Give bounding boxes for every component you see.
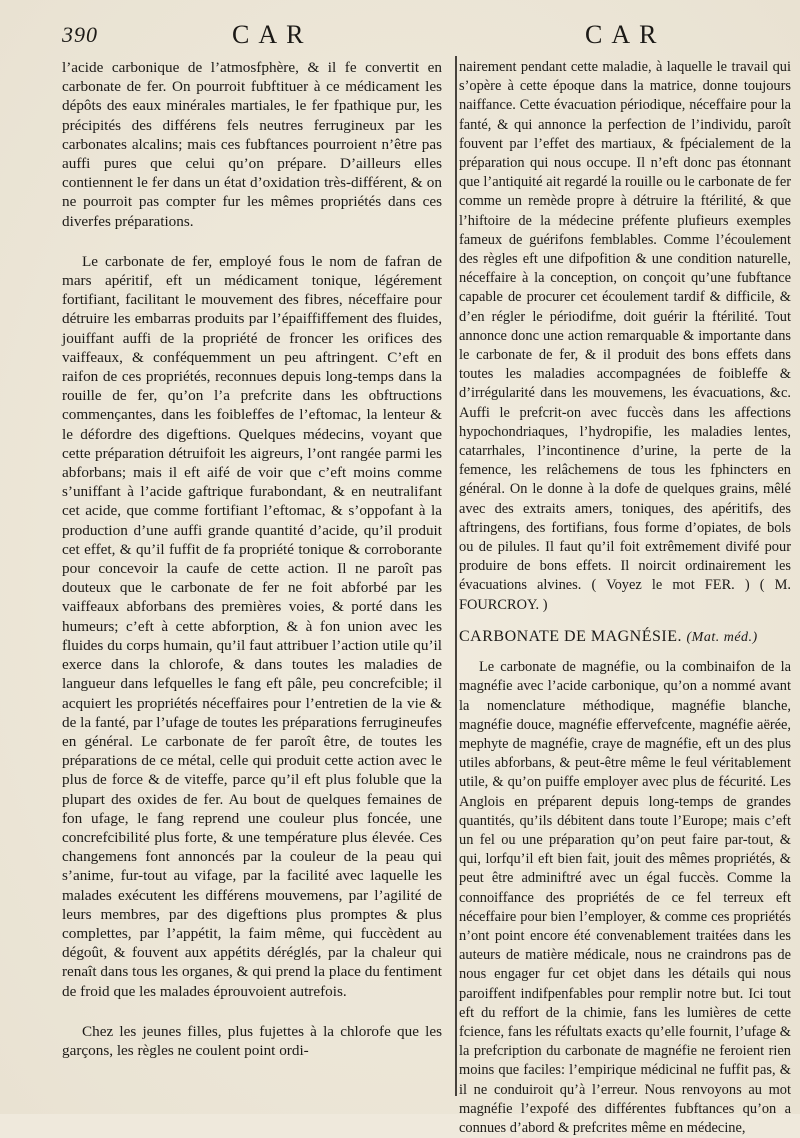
page-number: 390 [62,22,98,47]
section-title: CARBONATE DE MAGNÉSIE. [459,627,682,645]
paragraph-continued: l’acide carbonique de l’atmosfphère, & il fe convertit en carbonate de fer. On pourroit fubftituer à ce médicament les dépôts des eaux minérales martiales, le fer fpathique pur, les précipités des différens fels neutres ferrugineux par les carbonates alcalins; mais ces fubftances pourroient n’être pas auffi pures que celui qu’on prépare. D’ailleurs elles contiennent le fer dans un état d’oxidation très-différent, & on ne pourroit pas compter fur les mêmes propriétés dans ces diverfes préparations. [62,59,442,230]
paragraph-carbonate-de-magnesie: Le carbonate de magnéfie, ou la combinaifon de la magnéfie avec l’acide carbonique, qu’on a nommé avant la nomenclature méthodique, magnéfie blanche, magnéfie douce, magnéfie effervefcente, magnéfie aërée, mephyte de magnéfie, craye de magnéfie, eft un des plus utiles abforbans, & peut-être même le feul véritablement utile, & qu’on puiffe employer avec plus de fécurité. Les Anglois en préparent depuis long-temps de grandes quantités, qu’ils débitent dans toute l’Europe; mais c’eft un fel ou une préparation qu’on peut faire par-tout, & qui, lorfqu’il eft bien fait, jouit des mêmes propriétés, & peut être adminiftré avec un égal fuccès. Comme la connoiffance des propriétés de ce fel terreux eft néceffaire pour bien l’employer, & comme ces propriétés n’ont point encore été convenablement traitées dans les auteurs de matière médicale, nous ne craindrons pas de nous engager fur cet objet dans les détails qui nous paroiffent indifpenfables pour remplir notre but. Ici tout eft du reffort de la chimie, fans les lumières de cette fcience, fans les réfultats exacts qu’elle fournit, l’ufage & la prefcription du carbonate de magnéfie ne feroient rien moins que faciles: l’empirique médicinal ne fuffit pas, & il ne conduiroit qu’à l’erreur. Nous renvoyons au mot magnéfie l’expofé des différentes fubftances qu’on a connues d’abord & prefcrites même en médecine, [459,659,791,1136]
right-column [459,58,791,1138]
paragraph-gap [62,231,442,252]
section-heading [459,627,791,647]
left-column [62,58,442,1060]
paragraph-carbonate-de-fer: Le carbonate de fer, employé fous le nom de fafran de mars apéritif, eft un médicament tonique, légérement fortifiant, facilitant le mouvement des fibres, néceffaire pour détruire les embarras produits par l’épaiffiffement des fluides, jouiffant auffi de la propriété de froncer les orifices des vaiffeaux, & conféquemment un peu aftringent. C’eft en raifon de ces propriétés, reconnues depuis long-temps dans la rouille de fer, qu’on l’a prefcrite dans les obftructions commençantes, dans les foibleffes de l’eftomac, la lenteur & le défordre des digeftions. Quelques médecins, voyant que cette préparation détruifoit les aigreurs, l’ont rangée parmi les abforbans; mais il eft aifé de voir que c’eft moins comme s’uniffant à l’acide gaftrique furabondant, & en neutralifant cet acide, que comme fortifiant l’eftomac, & s’oppofant à la production d’une auffi grande quantité d’acide, qu’il produit cet effet, & qu’il fuffit de fa propriété tonique & corroborante pour concevoir la caufe de cette action. Il ne paroît pas douteux que le carbonate de fer ne foit abforbé par les vaiffeaux abforbans des premières voies, & porté dans les humeurs; c’eft à cette abforption, & à fon union avec les fluides du corps humain, qu’il faut attribuer l’action utile qu’il exerce dans la chlorofe, & dans toutes les maladies de langueur dans lefquelles le fang eft pâle, peu concrefcible; il acquiert les propriétés néceffaires pour l’entretien de la vie & de la fanté, par l’ufage de toutes les préparations ferrugineufes en général. Le carbonate de fer paroît être, de toutes les préparations de ce métal, celle qui produit cette action avec le plus de force & de viteffe, parce qu’il eft plus foluble que la plupart des oxides de fer. Au bout de quelques femaines de fon ufage, le fang reprend une couleur plus foncée, une concrefcibilité plus forte, & une température plus élevée. Ces changemens font annoncés par la couleur de la peau qui s’anime, fur-tout au vifage, par la facilité avec laquelle les malades exécutent les différens mouvemens, par l’agilité de leurs membres, par des digeftions plus promptes & plus complettes, par l’appétit, la faim même, qui fuccèdent au dégoût, & fouvent aux appétits déréglés, par la chaleur qui renaît dans tous les organes, & qui prend la place du fentiment de froid que les malades éprouvoient autrefois. [62,252,442,1000]
paragraph-chlorose: Chez les jeunes filles, plus fujettes à la chlorofe que les garçons, les règles ne coulent point ordi- [62,1022,442,1059]
column-divider [455,56,457,1096]
running-head-right: CAR [585,20,666,49]
running-head-left: CAR [232,20,313,49]
paragraph-continued-right: nairement pendant cette maladie, à laquelle le travail qui s’opère à cette époque dans la matrice, donne toujours naiffance. Cette évacuation périodique, néceffaire pour la fanté, & qui annonce la perfection de l’individu, paroît fouvent par l’effet des martiaux, & fpécialement de la préparation qui nous occupe. Il n’eft donc pas étonnant que l’antiquité ait regardé la rouille ou le carbonate de fer comme un remède propre à détruire la ftérilité, & que l’hiftoire de la médecine préfente plufieurs exemples fameux de guérifons femblables. Comme l’écoulement des règles eft une difpofition & une condition naturelle, néceffaire à la conception, on conçoit qu’une fubftance capable de procurer cet écoulement tardif & difficile, & d’en régler le périodifme, doit guérir la ftérilité. Tout annonce donc une action remarquable & importante dans le carbonate de fer, & il produit des bons effets dans toutes les maladies accompagnées de foibleffe & d’irrégularité dans les mouvemens, les évacuations, &c. Auffi le prefcrit-on avec fuccès dans les affections hypochondriaques, l’hydropifie, les maladies lentes, catarrhales, l’incontinence d’urine, la perte de la femence, les relâchemens de tous les fphincters en général. On le donne à la dofe de quelques grains, mêlé avec des extraits amers, toniques, des apéritifs, des aftringens, des fortifians, fous forme d’opiates, de bols ou de pilules. Il faut qu’il foit extrêmement divifé pour produire de bons effets. Il noircit ordinairement les évacuations alvines. ( Voyez le mot FER. ) ( M. FOURCROY. ) [459,59,791,613]
section-reference: (Mat. méd.) [686,629,758,645]
paragraph-gap [62,1001,442,1022]
page-header [0,18,800,54]
